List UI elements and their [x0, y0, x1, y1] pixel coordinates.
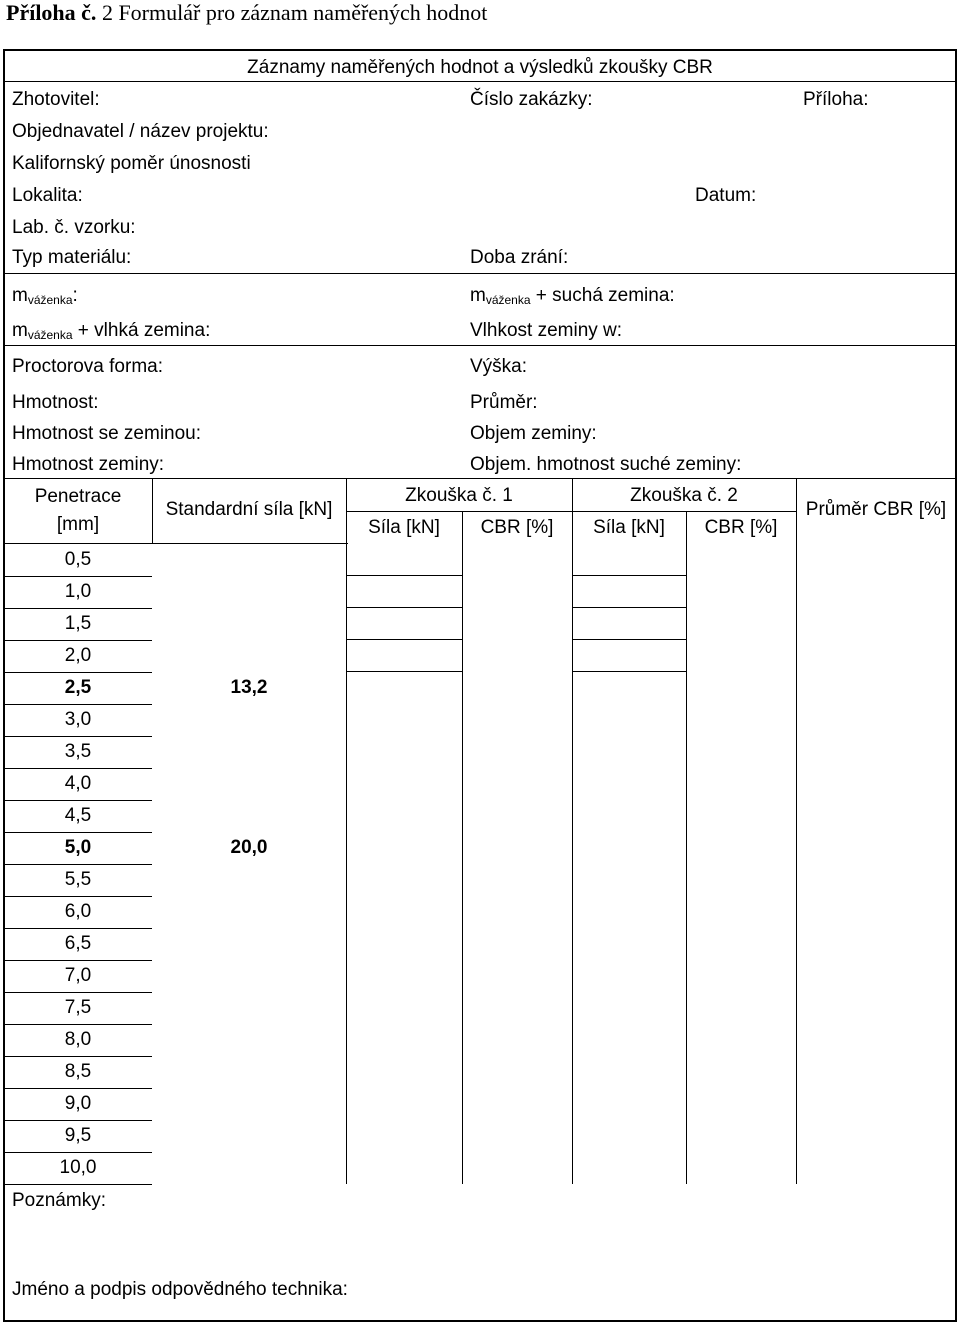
- row-divider: [4, 608, 152, 609]
- penetrace-value: 2,0: [64, 645, 92, 666]
- penetrace-value: 1,0: [64, 581, 92, 602]
- cell-divider: [346, 607, 462, 608]
- row-divider: [4, 992, 152, 993]
- penetrace-header: Penetrace: [34, 486, 122, 507]
- m-vazenka-label: [12, 285, 78, 311]
- row-divider: [4, 832, 152, 833]
- m-vazenka-suffix: :: [72, 285, 78, 306]
- m-sucha-suffix: + suchá zemina:: [530, 285, 675, 306]
- col-divider-sila1: [462, 511, 463, 1184]
- col-divider-penetrace: [152, 478, 153, 544]
- penetrace-value: 0,5: [64, 549, 92, 570]
- m-subscript: váženka: [27, 293, 73, 307]
- objednavatel-label: Objednavatel / název projektu:: [12, 121, 269, 142]
- cbr-2-header: CBR [%]: [704, 517, 778, 538]
- row-divider: [4, 1024, 152, 1025]
- vlhkost-label: Vlhkost zeminy w:: [470, 320, 623, 341]
- datum-label: Datum:: [695, 185, 757, 206]
- form-title: Záznamy naměřených hodnot a výsledků zkoušky CBR: [247, 57, 713, 78]
- divider-mold: [4, 478, 956, 479]
- objem-hmotnost-label: Objem. hmotnost suché zeminy:: [470, 454, 742, 475]
- sila-1-header: Síla [kN]: [368, 517, 440, 538]
- hmotnost-zeminy-label: Hmotnost zeminy:: [12, 454, 165, 475]
- vyska-label: Výška:: [470, 356, 528, 377]
- penetrace-value: 8,5: [64, 1061, 92, 1082]
- zkouska-1-header: Zkouška č. 1: [405, 485, 513, 506]
- penetrace-value: 3,5: [64, 741, 92, 762]
- col-divider-prumer: [796, 478, 797, 1184]
- divider-table-header: [4, 543, 348, 544]
- standardni-sila-value: 13,2: [230, 677, 268, 698]
- penetrace-value: 10,0: [59, 1157, 97, 1178]
- standardni-sila-header: Standardní síla [kN]: [165, 499, 333, 520]
- doba-zrani-label: Doba zrání:: [470, 247, 569, 268]
- row-divider: [4, 576, 152, 577]
- penetrace-value: 4,5: [64, 805, 92, 826]
- col-divider-zkouska: [572, 478, 573, 1184]
- penetrace-value: 5,0: [64, 837, 92, 858]
- penetrace-value: 6,5: [64, 933, 92, 954]
- cell-divider: [572, 671, 686, 672]
- typ-materialu-label: Typ materiálu:: [12, 247, 132, 268]
- row-divider: [4, 704, 152, 705]
- row-divider: [4, 960, 152, 961]
- priloha-label: Příloha:: [803, 89, 869, 110]
- penetrace-value: 2,5: [64, 677, 92, 698]
- cell-divider: [572, 639, 686, 640]
- table-bottom-line: [4, 1184, 152, 1185]
- penetrace-value: 5,5: [64, 869, 92, 890]
- objem-zeminy-label: Objem zeminy:: [470, 423, 597, 444]
- kalifornsky-label: Kalifornský poměr únosnosti: [12, 153, 251, 174]
- cell-divider: [572, 575, 686, 576]
- zkouska-2-header: Zkouška č. 2: [630, 485, 738, 506]
- penetrace-value: 9,0: [64, 1093, 92, 1114]
- m-vlhka-suffix: + vlhká zemina:: [72, 320, 211, 341]
- divider-title: [4, 81, 956, 82]
- row-divider: [4, 640, 152, 641]
- cell-divider: [346, 671, 462, 672]
- m-vazenka-vlhka-label: [12, 320, 210, 346]
- m-letter: m: [12, 320, 28, 341]
- heading-rest: 2 Formulář pro záznam naměřených hodnot: [96, 0, 488, 25]
- hmotnost-se-zeminou-label: Hmotnost se zeminou:: [12, 423, 202, 444]
- row-divider: [4, 736, 152, 737]
- row-divider: [4, 1120, 152, 1121]
- row-divider: [4, 928, 152, 929]
- sila-2-header: Síla [kN]: [593, 517, 665, 538]
- penetrace-value: 7,0: [64, 965, 92, 986]
- cell-divider: [346, 639, 462, 640]
- penetrace-unit-header: [mm]: [56, 514, 100, 535]
- hmotnost-label: Hmotnost:: [12, 392, 99, 413]
- penetrace-value: 1,5: [64, 613, 92, 634]
- row-divider: [4, 864, 152, 865]
- row-divider: [4, 672, 152, 673]
- row-divider: [4, 800, 152, 801]
- m-vazenka-sucha-label: [470, 285, 675, 311]
- row-divider: [4, 1152, 152, 1153]
- m-subscript: váženka: [485, 293, 531, 307]
- m-letter: m: [12, 285, 28, 306]
- poznamky-label: Poznámky:: [12, 1190, 106, 1211]
- penetrace-value: 4,0: [64, 773, 92, 794]
- proctorova-label: Proctorova forma:: [12, 356, 163, 377]
- row-divider: [4, 768, 152, 769]
- row-divider: [4, 1056, 152, 1057]
- penetrace-value: 6,0: [64, 901, 92, 922]
- prumer-label: Průměr:: [470, 392, 538, 413]
- m-subscript: váženka: [27, 328, 73, 342]
- heading-prefix: Příloha č.: [6, 0, 97, 25]
- prumer-cbr-header: Průměr CBR [%]: [805, 499, 947, 520]
- zhotovitel-label: Zhotovitel:: [12, 89, 100, 110]
- penetrace-value: 8,0: [64, 1029, 92, 1050]
- standardni-sila-value: 20,0: [230, 837, 268, 858]
- divider-subheader: [346, 511, 796, 512]
- document-heading: [6, 0, 487, 30]
- cell-divider: [572, 607, 686, 608]
- lab-vzorku-label: Lab. č. vzorku:: [12, 217, 136, 238]
- cislo-zakazky-label: Číslo zakázky:: [470, 89, 593, 110]
- penetrace-value: 3,0: [64, 709, 92, 730]
- divider-material: [4, 273, 956, 274]
- col-divider-standard: [346, 478, 347, 1184]
- penetrace-value: 7,5: [64, 997, 92, 1018]
- cbr-1-header: CBR [%]: [480, 517, 554, 538]
- row-divider: [4, 896, 152, 897]
- lokalita-label: Lokalita:: [12, 185, 83, 206]
- col-divider-sila2: [686, 511, 687, 1184]
- row-divider: [4, 1088, 152, 1089]
- m-letter: m: [470, 285, 486, 306]
- penetrace-value: 9,5: [64, 1125, 92, 1146]
- cell-divider: [346, 575, 462, 576]
- jmeno-podpis-label: Jméno a podpis odpovědného technika:: [12, 1279, 348, 1300]
